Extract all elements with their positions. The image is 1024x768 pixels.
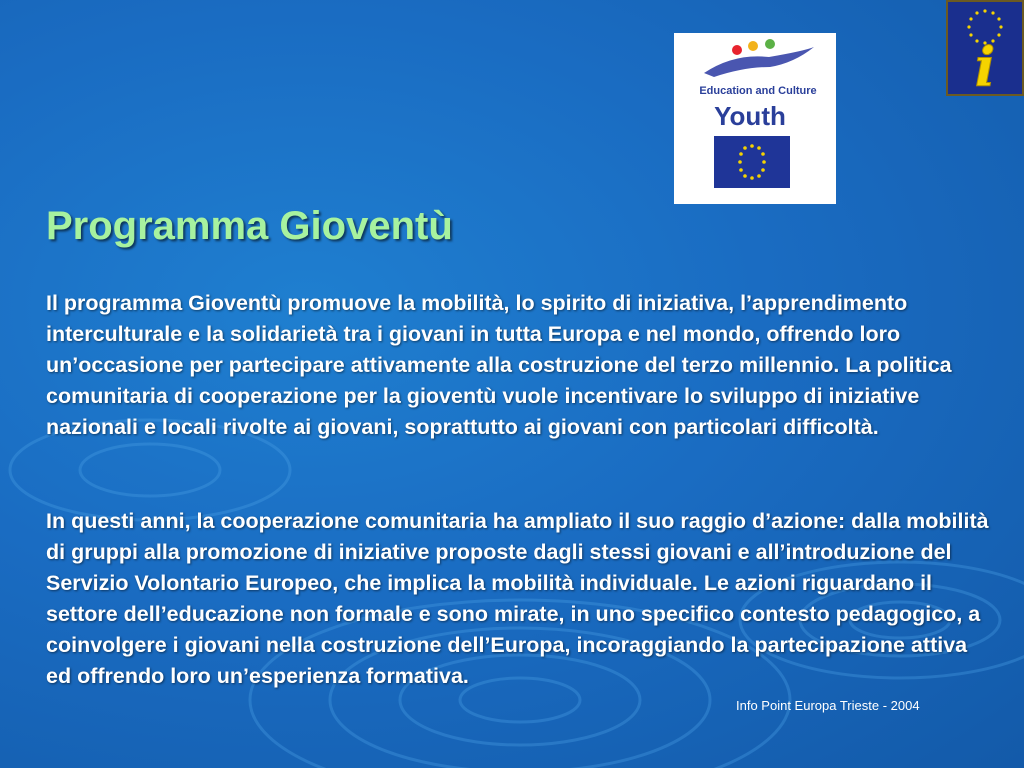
paragraph-intro: Il programma Gioventù promuove la mobilità, lo spirito di iniziativa, l’apprendimento interculturale e la solidarietà tra i giovani in tutta Europa e nel mondo, offrendo loro un’occasione per partecipare attivamente alla costruzione del terzo millennio. La politica comunitaria di cooperazione per la gioventù vuole incentivare lo sviluppo di iniziative nazionali e locali rivolte ai giovani, soprattutto ai giovani con particolari difficoltà. [46, 291, 952, 439]
red-dot-icon [732, 45, 742, 55]
slide-footer: Info Point Europa Trieste - 2004 [736, 698, 920, 713]
info-point-logo [946, 0, 1024, 96]
slide-title: Programma Gioventù [46, 204, 453, 248]
info-icon: i [974, 35, 996, 94]
yellow-dot-icon [748, 41, 758, 51]
logo-line-education: Education and Culture [699, 85, 817, 97]
youth-programme-logo [674, 33, 836, 204]
green-dot-icon [765, 39, 775, 49]
logo-line-youth: Youth [714, 101, 786, 131]
eu-flag-icon [714, 136, 790, 188]
paragraph-cooperation: In questi anni, la cooperazione comunitaria ha ampliato il suo raggio d’azione: dalla mobilità di gruppi alla promozione di iniziative proposte dagli stessi giovani e all’introduzione del Servizio Volontario Europeo, che implica la mobilità individuale. Le azioni riguardano il settore dell’educazione non formale e sono mirate, in uno specifico contesto pedagogico, a coinvolgere i giovani nella costruzione dell’Europa, incoraggiando la partecipazione attiva ed offrendo loro un’esperienza formativa. [46, 509, 989, 688]
